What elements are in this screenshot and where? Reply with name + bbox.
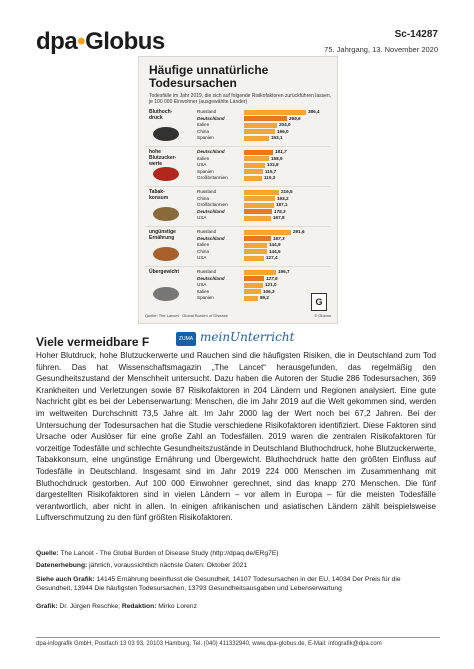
scale-icon <box>153 287 179 301</box>
meta-editor-label: Redaktion: <box>121 603 157 610</box>
country-label: Deutschland <box>197 115 225 121</box>
country-label: Spanien <box>197 295 214 301</box>
article-title: Viele vermeidbare F <box>36 335 150 349</box>
meta-survey-text: jährlich, voraussichtlich nächste Daten: Oktober 2021 <box>87 562 248 569</box>
chart-bar <box>244 176 262 181</box>
meta-editor-text: Mirko Lorenz <box>156 603 197 610</box>
country-label: Russland <box>197 189 217 194</box>
country-label: Großbritannien <box>197 202 228 208</box>
chart-bar <box>244 283 263 288</box>
bar-value-label: 187,1 <box>276 202 288 208</box>
country-label: USA <box>197 162 207 168</box>
logo-suffix: Globus <box>85 28 165 55</box>
dpa-globus-logo <box>36 28 165 56</box>
bar-value-label: 196,7 <box>278 269 290 274</box>
country-label: Großbritannien <box>197 175 228 181</box>
globus-g-icon: G <box>311 293 327 311</box>
country-label: Deutschland <box>197 149 225 154</box>
chart-bar <box>244 243 267 248</box>
infographic-title-line1: Häufige unnatürliche <box>149 63 269 77</box>
chart-bar <box>244 196 275 201</box>
group-separator <box>145 266 331 267</box>
chart-bar <box>244 123 277 128</box>
risk-factor-label: hohe Blutzucker- werte <box>149 149 177 167</box>
chart-bar <box>244 190 279 195</box>
bar-value-label: 181,7 <box>275 149 287 154</box>
group-separator <box>145 186 331 187</box>
bar-value-label: 127,6 <box>266 275 278 281</box>
meta-see-text: 14145 Ernährung beeinflusst die Gesundheit, 14107 Todesursachen in der EU, 14034 Der Preis für die Gesundheit, 13944 Die häufigsten Todesursachen, 13793 Gesundheitsausgaben und Lebenserwartung <box>36 576 401 592</box>
bar-value-label: 89,2 <box>260 295 269 301</box>
infographic-title <box>149 64 268 90</box>
country-label: Italien <box>197 122 210 128</box>
country-label: Deutschland <box>197 235 225 241</box>
ashtray-icon <box>153 207 179 221</box>
chart-bar <box>244 110 306 115</box>
chart-bar <box>244 129 275 134</box>
group-separator <box>145 226 331 227</box>
country-label: Italien <box>197 242 210 248</box>
meta-source-text: The Lancet - The Global Burden of Disease Study (http://dpaq.de/ERg7E) <box>58 550 279 557</box>
burger-icon <box>153 247 179 261</box>
bar-value-label: 115,7 <box>265 168 277 174</box>
chart-bar <box>244 270 276 275</box>
chart-bar <box>244 156 269 161</box>
page-footer: dpa-infografik GmbH, Postfach 13 03 93, 20103 Hamburg, Tel. (040) 411332940, www.dpa-globus.de, E-Mail: infografik@dpa.com <box>36 637 440 647</box>
country-label: China <box>197 195 210 201</box>
bar-value-label: 196,0 <box>277 128 289 134</box>
country-label: Deutschland <box>197 275 225 281</box>
infographic <box>138 56 338 324</box>
infographic-copyright: © Globus <box>314 313 331 318</box>
bar-value-label: 269,6 <box>289 115 301 121</box>
bar-value-label: 133,8 <box>267 162 279 168</box>
meta-survey-label: Datenerhebung: <box>36 562 88 569</box>
meta-graphic-text: Dr. Jürgen Reschke; <box>57 603 122 610</box>
country-label: Spanien <box>197 135 214 141</box>
chart-bar <box>244 256 264 261</box>
logo-dot: • <box>77 28 86 55</box>
chart-bar <box>244 230 291 235</box>
country-label: China <box>197 248 210 254</box>
risk-factor-label: Bluthoch- druck <box>149 109 173 121</box>
bar-value-label: 110,3 <box>264 175 276 181</box>
chart-bar <box>244 289 261 294</box>
country-label: China <box>197 128 210 134</box>
article-body: Hoher Blutdruck, hohe Blutzuckerwerte und Rauchen sind die häufigsten Risiken, die in Deutschland zum Tod führen. Das hat Wissenschaftsmagazin „The Lancet“ herausgefunden, das regelmäßig den Gesundheitszustand der Menschheit untersucht. Dazu haben die Autoren der Studie 286 Todesursachen, 369 Krankheiten und Verletzungen sowie 87 Risikofaktoren in 204 Ländern und Regionen analysiert. Eine gute Nachricht gibt es bei der Lebenserwartung: Menschen, die im Jahr 2019 auf die Welt gekommen sind, werden im weltweiten Durchschnitt 73,5 Jahre alt. Im Jahr 2000 lag der Wert noch bei 67,2 Jahren. Bei der Untersuchung der Todesursachen hat die Studie verschiedene Risikofaktoren identifiziert. Diese Faktoren sind Ursache oder Auslöser für eine große Zahl an Todesfällen. 2019 waren die zentralen Risikofaktoren für vorzeitige Todesfälle und schlechte Gesundheitszustände in Deutschland Bluthochdruck, hohe Blutzuckerwerte, Tabakkonsum, eine ungünstige Ernährung und Übergewicht. Bluthochdruck hatte den größten Einfluss auf Todesfälle in Deutschland. Insgesamt sind im Jahr 2019 224 000 Menschen im Zusammenhang mit Bluthochdruck gestorben. Auf 100 000 Einwohner gerechnet, sind das knapp 270 Menschen. Die fünf dargestellten Risikofaktoren sind in vielen Ländern – vor allem in Europa – für die meisten Todesfälle verantwortlich, aber nicht in allen. In einigen afrikanischen und asiatischen Ländern zählt beispielsweise Luftverschmutzung zu den fünf größten Risikofaktoren. <box>36 351 436 523</box>
chart-bar <box>244 249 267 254</box>
meta-credits <box>36 602 436 611</box>
risk-factor-label: Übergewicht <box>149 269 180 275</box>
meta-see-also <box>36 575 436 593</box>
bar-value-label: 144,9 <box>269 242 281 248</box>
chart-bar <box>244 163 265 168</box>
meta-source-label: Quelle: <box>36 550 59 557</box>
meta-graphic-label: Grafik: <box>36 603 58 610</box>
watermark-text: meinUnterricht <box>200 330 295 344</box>
meta-survey <box>36 561 436 570</box>
chart-bar <box>244 216 271 221</box>
country-label: Russland <box>197 109 217 114</box>
country-label: Russland <box>197 269 217 274</box>
infographic-subtitle: Todesfälle im Jahr 2019, die sich auf folgende Risikofaktoren zurückführen lassen, je 100 000 Einwohner (ausgewählte Länder) <box>149 93 332 105</box>
chart-bar <box>244 236 271 241</box>
country-label: Italien <box>197 288 210 294</box>
blood-pressure-cuff-icon <box>153 127 179 141</box>
watermark-overlay <box>176 330 340 348</box>
chart-bar <box>244 136 269 141</box>
country-label: Deutschland <box>197 208 225 214</box>
bar-value-label: 106,3 <box>263 288 275 294</box>
bar-value-label: 167,3 <box>273 235 285 241</box>
bar-value-label: 127,4 <box>266 255 278 261</box>
chart-bar <box>244 169 263 174</box>
chart-bar <box>244 203 274 208</box>
document-id: Sc-14287 <box>394 29 438 40</box>
document-meta: 75. Jahrgang, 13. November 2020 <box>324 45 438 54</box>
bar-value-label: 386,4 <box>308 109 320 114</box>
country-label: USA <box>197 255 207 261</box>
risk-factor-label: Tabak- konsum <box>149 189 169 201</box>
page-header <box>0 0 474 60</box>
group-separator <box>145 146 331 147</box>
bar-value-label: 153,1 <box>271 135 283 141</box>
meta-source <box>36 549 436 558</box>
meta-see-label: Siehe auch Grafik: <box>36 576 95 583</box>
bar-value-label: 175,3 <box>274 208 286 214</box>
infographic-source: Quelle: The Lancet · Global Burden of Disease <box>145 313 228 318</box>
risk-factor-label: ungünstige Ernährung <box>149 229 176 241</box>
bar-value-label: 219,5 <box>281 189 293 194</box>
country-label: USA <box>197 215 207 221</box>
bar-value-label: 291,6 <box>293 229 305 234</box>
chart-bar <box>244 296 258 301</box>
watermark-badge: ZUMA <box>176 332 196 346</box>
chart-bar <box>244 150 273 155</box>
bar-value-label: 158,9 <box>271 155 283 161</box>
blood-drop-icon <box>153 167 179 181</box>
country-label: USA <box>197 282 207 288</box>
chart-bar <box>244 116 287 121</box>
country-label: Spanien <box>197 168 214 174</box>
country-label: Russland <box>197 229 217 234</box>
infographic-title-line2: Todesursachen <box>149 76 237 90</box>
bar-value-label: 144,5 <box>269 248 281 254</box>
chart-bar <box>244 209 272 214</box>
logo-prefix: dpa <box>36 28 78 55</box>
country-label: Italien <box>197 155 210 161</box>
chart-bar <box>244 276 264 281</box>
bar-value-label: 193,2 <box>277 195 289 201</box>
bar-value-label: 121,0 <box>265 282 277 288</box>
bar-value-label: 204,0 <box>279 122 291 128</box>
bar-value-label: 167,8 <box>273 215 285 221</box>
